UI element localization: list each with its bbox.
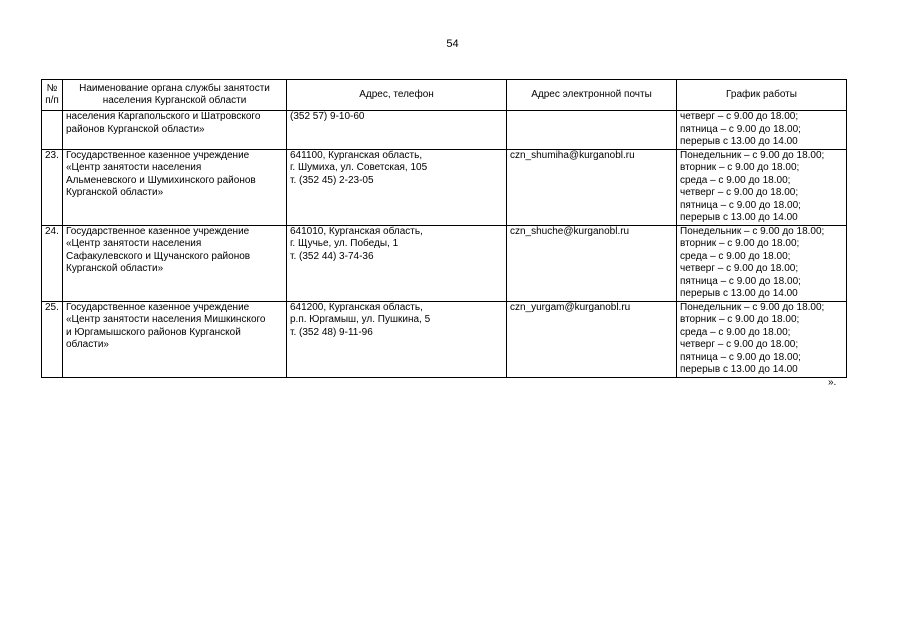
address-phone: 641010, Курганская область, г. Щучье, ул. Победы, 1 т. (352 44) 3-74-36 — [287, 225, 507, 301]
work-schedule: четверг – с 9.00 до 18.00; пятница – с 9.00 до 18.00; перерыв с 13.00 до 14.00 — [677, 111, 847, 150]
work-schedule: Понедельник – с 9.00 до 18.00; вторник – с 9.00 до 18.00; среда – с 9.00 до 18.00; четверг – с 9.00 до 18.00; пятница – с 9.00 до 18.00; перерыв с 13.00 до 14.00 — [677, 149, 847, 225]
table-row — [42, 301, 847, 377]
table-row — [42, 111, 847, 150]
row-number: 24. — [42, 225, 63, 301]
page-number: 54 — [446, 38, 459, 50]
header-name: Наименование органа службы занятости населения Курганской области — [63, 80, 287, 111]
work-schedule: Понедельник – с 9.00 до 18.00; вторник – с 9.00 до 18.00; среда – с 9.00 до 18.00; четверг – с 9.00 до 18.00; пятница – с 9.00 до 18.00; перерыв с 13.00 до 14.00 — [677, 225, 847, 301]
organization-name: населения Каргапольского и Шатровского районов Курганской области» — [63, 111, 287, 150]
work-schedule: Понедельник – с 9.00 до 18.00; вторник – с 9.00 до 18.00; среда – с 9.00 до 18.00; четверг – с 9.00 до 18.00; пятница – с 9.00 до 18.00; перерыв с 13.00 до 14.00 — [677, 301, 847, 377]
employment-services-table — [41, 79, 847, 378]
email-address: czn_yurgam@kurganobl.ru — [507, 301, 677, 377]
row-number: 23. — [42, 149, 63, 225]
email-address — [507, 111, 677, 150]
table-row — [42, 225, 847, 301]
address-phone: (352 57) 9-10-60 — [287, 111, 507, 150]
closing-quote-mark: ». — [828, 377, 837, 388]
organization-name: Государственное казенное учреждение «Центр занятости населения Сафакулевского и Щучанского районов Курганской области» — [63, 225, 287, 301]
email-address: czn_shumiha@kurganobl.ru — [507, 149, 677, 225]
table-row — [42, 149, 847, 225]
row-number: 25. — [42, 301, 63, 377]
address-phone: 641100, Курганская область, г. Шумиха, ул. Советская, 105 т. (352 45) 2-23-05 — [287, 149, 507, 225]
table-header-row — [42, 80, 847, 111]
organization-name: Государственное казенное учреждение «Центр занятости населения Альменевского и Шумихинского районов Курганской области» — [63, 149, 287, 225]
header-schedule: График работы — [677, 80, 847, 111]
header-email: Адрес электронной почты — [507, 80, 677, 111]
address-phone: 641200, Курганская область, р.п. Юргамыш, ул. Пушкина, 5 т. (352 48) 9-11-96 — [287, 301, 507, 377]
email-address: czn_shuche@kurganobl.ru — [507, 225, 677, 301]
header-number: № п/п — [42, 80, 63, 111]
organization-name: Государственное казенное учреждение «Центр занятости населения Мишкинского и Юргамышского районов Курганской области» — [63, 301, 287, 377]
header-address: Адрес, телефон — [287, 80, 507, 111]
row-number — [42, 111, 63, 150]
